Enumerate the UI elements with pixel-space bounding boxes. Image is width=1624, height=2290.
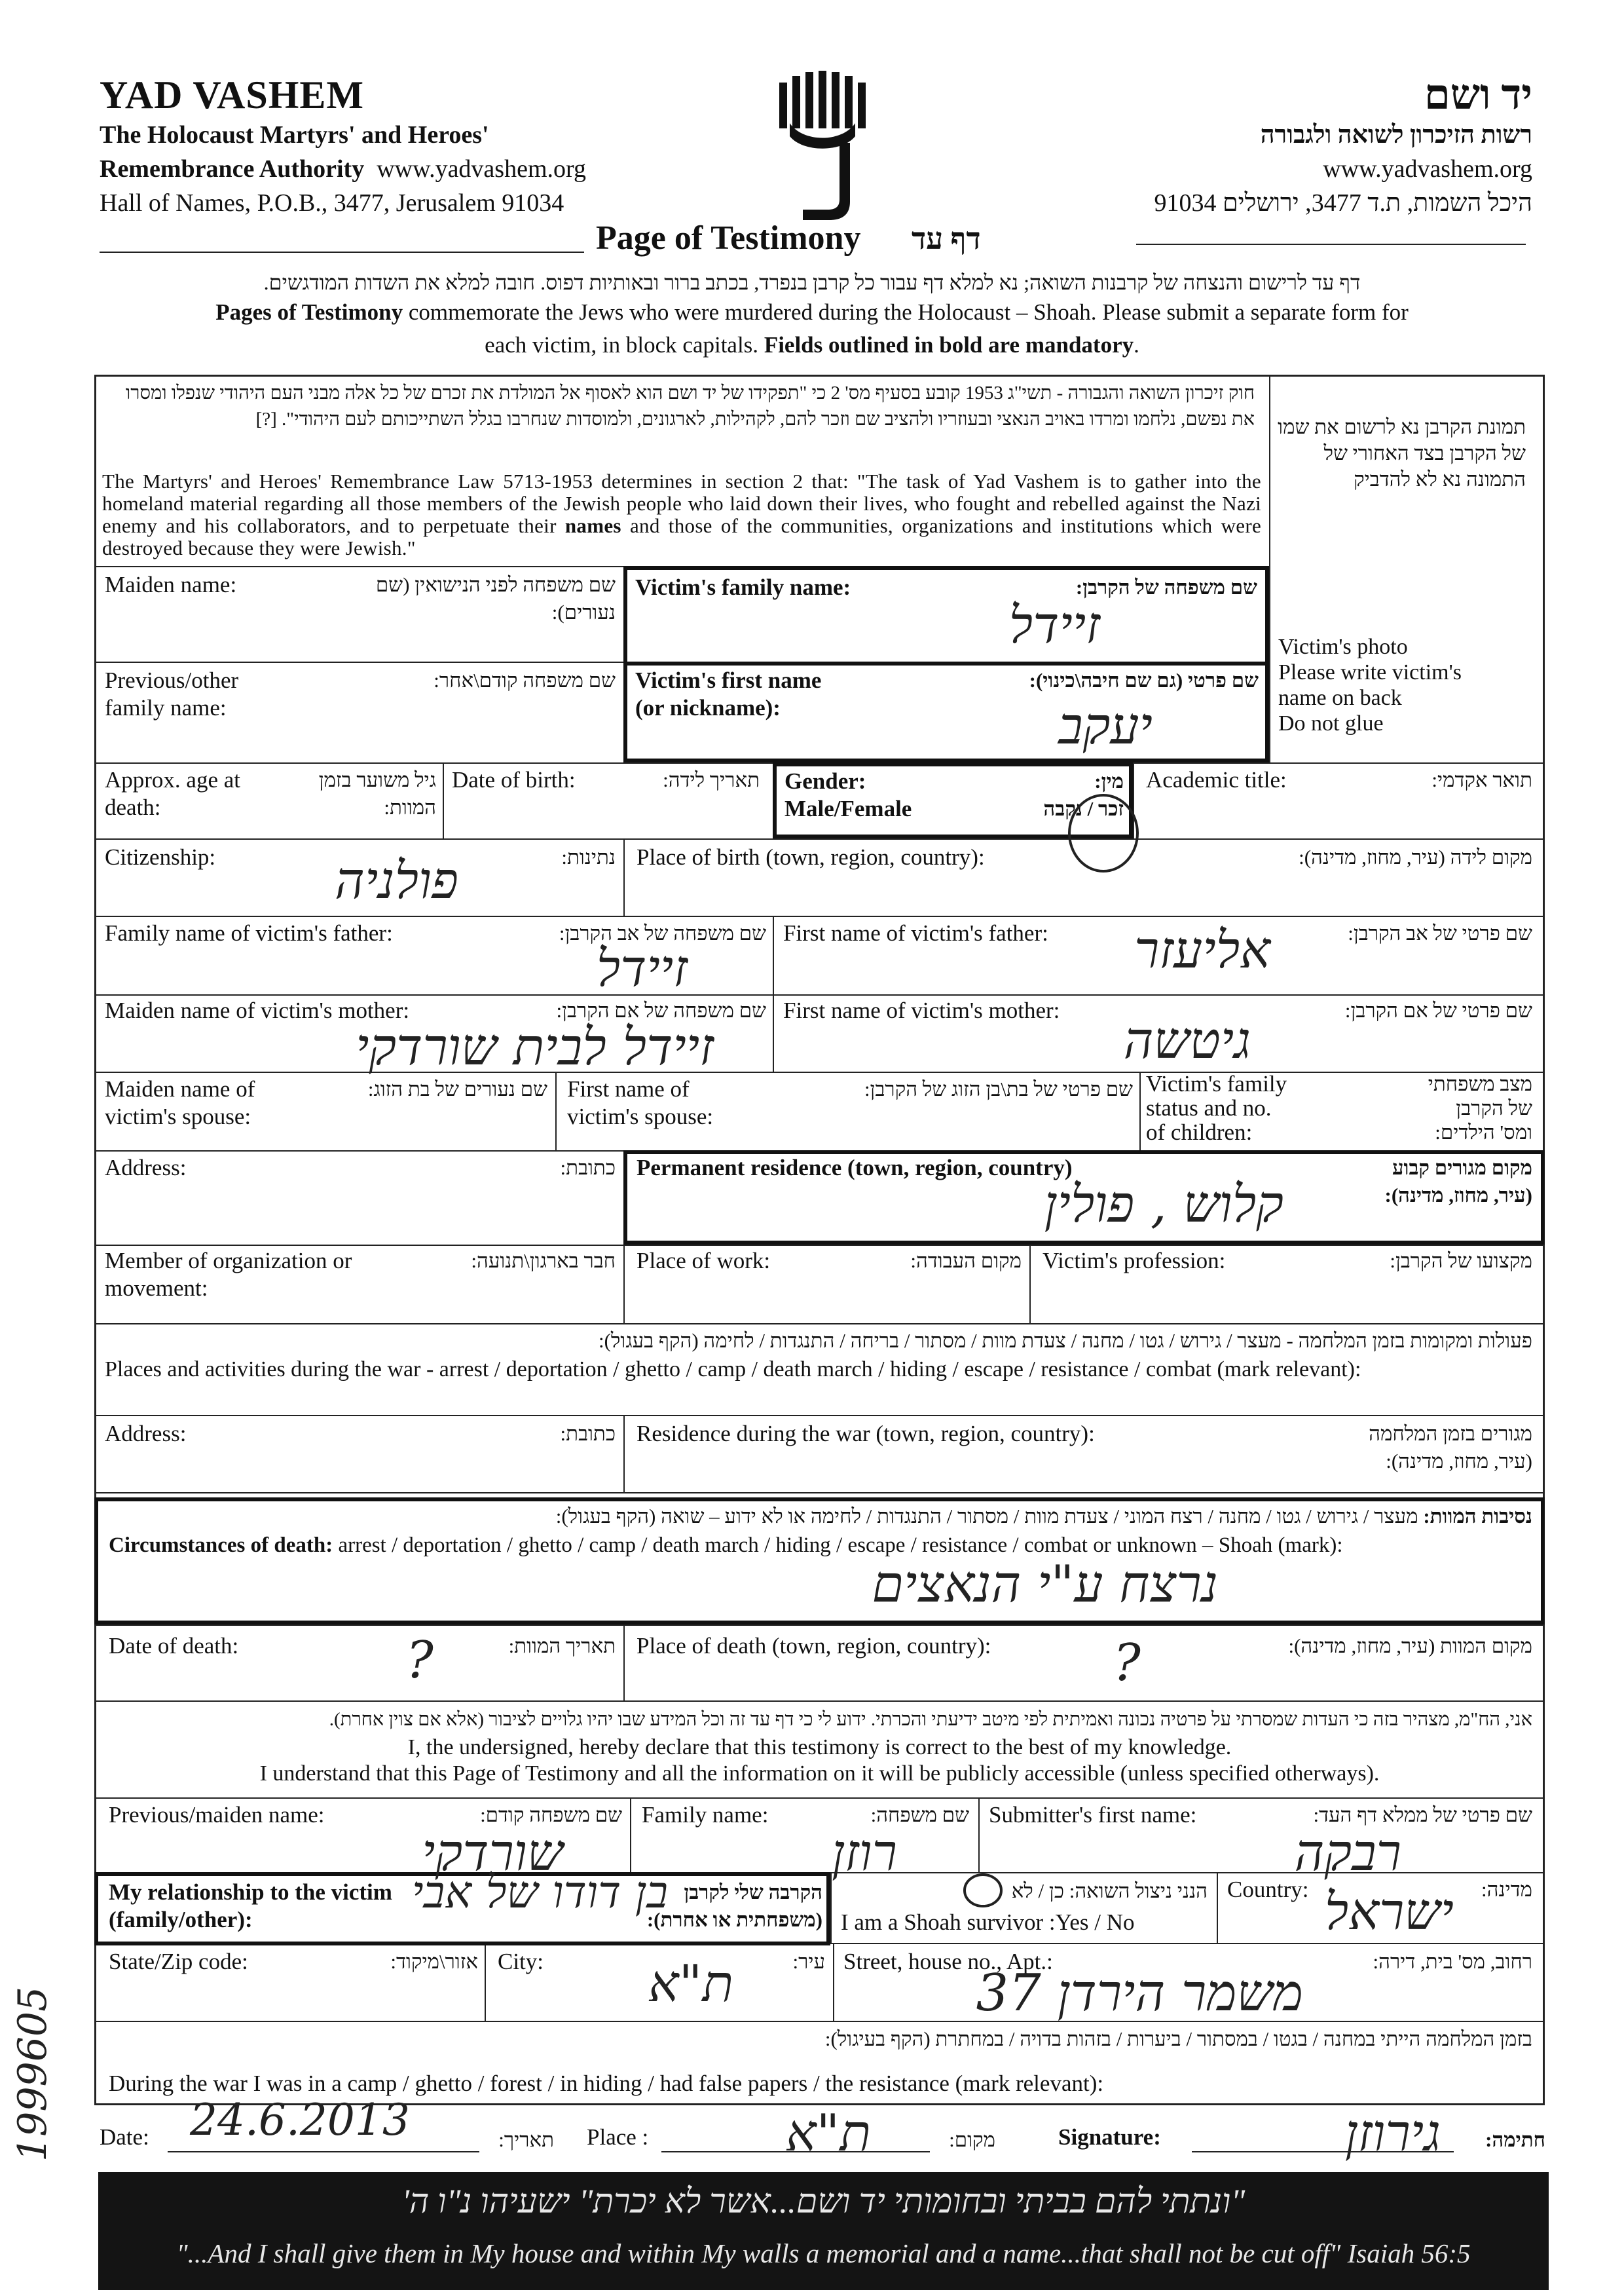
mother-maiden-label-he: שם משפחה של אם הקרבן: xyxy=(556,999,766,1022)
yad-vashem-logo xyxy=(777,71,868,221)
intro-bold-end: Fields outlined in bold are mandatory xyxy=(764,332,1134,358)
photo-en2: Please write victim's xyxy=(1278,660,1462,685)
header-rule-right xyxy=(1136,244,1526,245)
circumstances-label-he: נסיבות המוות: מעצר / גירוש / גטו / מחנה / רצח המוני / צעדת מוות / מסתור / התנגדות / לחימה או לא ידוע – שואה (הקף בעגול): xyxy=(555,1505,1532,1528)
maiden-name-label-he: שם משפחה לפני הנישואין (שם נעורים): xyxy=(375,573,616,624)
age-label: Approx. age at death: xyxy=(105,767,241,820)
intro-hebrew: דף עד לרישום והנצחה של קרבנות השואה; נא למלא דף עבור כל קרבן בנפרד, בכתב ברור ובאותיות דפוס. חובה למלא את השדות המודגשים. xyxy=(263,271,1361,294)
photo-divider xyxy=(1269,375,1270,762)
family-status-label: Victim's family status and no. of children: xyxy=(1146,1071,1287,1145)
father-family-label-he: שם משפחה של אב הקרבן: xyxy=(559,922,766,945)
margin-number: 1999605 xyxy=(10,1986,56,2162)
circumstances-label: Circumstances of death: arrest / deportation / ghetto / camp / death march / hiding / escape / resistance / combat or unknown – Shoah (mark): xyxy=(109,1533,1343,1557)
website-en: www.yadvashem.org xyxy=(377,155,586,183)
survivor-label-he: הנני ניצול השואה: כן / לא xyxy=(1011,1879,1208,1902)
signature-label-he: חתימה: xyxy=(1485,2128,1545,2151)
photo-en3: name on back xyxy=(1278,686,1402,710)
col-line xyxy=(623,1624,625,1700)
header-hebrew xyxy=(1074,72,1532,220)
family-name-label-he: שם משפחה של הקרבן: xyxy=(1075,576,1257,599)
submitter-previous-label: Previous/maiden name: xyxy=(109,1802,325,1828)
father-first-value[interactable]: אליעזר xyxy=(1134,921,1270,980)
war-address-label-he: כתובת: xyxy=(560,1422,616,1445)
first-name-label: Victim's first name (or nickname): xyxy=(635,667,822,721)
row-line xyxy=(94,1415,1545,1416)
yad-vashem-title: YAD VASHEM xyxy=(100,73,365,117)
photo-instructions-en xyxy=(1278,634,1540,736)
academic-title-label: Academic title: xyxy=(1146,767,1287,793)
submitter-war-label-he: בזמן המלחמה הייתי במחנה / בגטו / במסתור / ביערות / בזהות בדויה / במחתרת (הקף בעיגול): xyxy=(824,2027,1532,2050)
survivor-label: I am a Shoah survivor :Yes / No xyxy=(841,1909,1135,1935)
col-line xyxy=(833,1943,834,2021)
profession-label: Victim's profession: xyxy=(1043,1248,1226,1273)
zip-label-he: אזור\מיקוד: xyxy=(390,1950,478,1973)
spouse-first-label: First name of victim's spouse: xyxy=(567,1076,714,1129)
signature-value[interactable]: גירוזן xyxy=(1344,2104,1441,2163)
city-label-he: עיר: xyxy=(792,1950,825,1973)
profession-label-he: מקצועו של הקרבן: xyxy=(1390,1249,1532,1272)
row-line xyxy=(94,838,1545,840)
law-bold-names: names xyxy=(564,514,621,537)
declaration-he: אני, הח"מ, מצהיר בזה כי העדות שמסרתי על פרטיה נכונה ואמיתית לפי מיטב ידיעתי והכרתי. ידוע לי כי דף עד זה וכל המידע שבו יהיו גלויים לציבור (אלא אם צוין אחרת). xyxy=(329,1709,1532,1730)
citizenship-label: Citizenship: xyxy=(105,844,216,870)
address-label-he: כתובת: xyxy=(560,1156,616,1179)
previous-name-label: Previous/other family name: xyxy=(105,667,239,721)
street-label-he: רחוב, מס' בית, דירה: xyxy=(1373,1950,1532,1973)
street-label: Street, house no., Apt.: xyxy=(843,1949,1053,1974)
intro-line2: each victim, in block capitals. xyxy=(485,332,764,358)
row-line xyxy=(94,1492,1545,1493)
col-line xyxy=(978,1797,980,1872)
previous-name-label-he: שם משפחה קודם\אחר: xyxy=(434,669,616,692)
country-value[interactable]: ישראל xyxy=(1324,1883,1454,1942)
declaration-en: I, the undersigned, hereby declare that this testimony is correct to the best of my knowledge. I understand that this Page of Testimony and all the information on it will be publicly accessible (unless specified otherways). xyxy=(259,1735,1380,1786)
col-line xyxy=(443,762,444,838)
family-name-label: Victim's family name: xyxy=(635,574,851,600)
footer-verse-he: "ונתתי להם בביתי ובחומותי יד ושם...אשר לא יכרת" ישעיהו נ"ו ה' xyxy=(401,2183,1246,2221)
permanent-residence-label-he: מקום מגורים קבוע (עיר, מחוז, מדינה): xyxy=(1384,1156,1532,1207)
submitter-previous-value[interactable]: שורדקי xyxy=(422,1824,563,1883)
submitter-family-value[interactable]: רוזן xyxy=(832,1824,897,1883)
family-name-value[interactable]: זיידל xyxy=(1008,596,1100,655)
place-of-birth-label-he: מקום לידה (עיר, מחוז, מדינה): xyxy=(1299,846,1532,869)
yad-vashem-title-he: יד ושם xyxy=(1424,71,1532,118)
first-name-label-he: שם פרטי (גם שם חיבה\כינוי): xyxy=(1029,669,1259,692)
first-name-value[interactable]: יעקב xyxy=(1058,697,1153,756)
spouse-maiden-label-he: שם נעורים של בת הזוג: xyxy=(367,1078,547,1100)
col-line xyxy=(1139,1072,1141,1150)
place-of-work-label: Place of work: xyxy=(637,1248,771,1273)
row-line xyxy=(94,1624,1545,1626)
organization-label: Member of organization or movement: xyxy=(105,1248,352,1301)
citizenship-value[interactable]: פולניה xyxy=(335,852,458,910)
intro-line1: commemorate the Jews who were murdered during the Holocaust – Shoah. Please submit a separate form for xyxy=(403,299,1409,325)
father-first-label-he: שם פרטי של אב הקרבן: xyxy=(1348,922,1532,945)
date-of-death-label-he: תאריך המוות: xyxy=(508,1634,616,1657)
father-family-label: Family name of victim's father: xyxy=(105,920,393,946)
place-of-death-label-he: מקום המוות (עיר, מחוז, מדינה): xyxy=(1288,1634,1532,1657)
website-he: www.yadvashem.org xyxy=(1323,155,1532,183)
address-en: Hall of Names, P.O.B., 3477, Jerusalem 91034 xyxy=(100,189,564,217)
spouse-maiden-label: Maiden name of victim's spouse: xyxy=(105,1076,255,1129)
street-value[interactable]: משמר הירדן 37 xyxy=(976,1964,1303,2023)
gender-label-he: מין: זכר / נקבה xyxy=(1043,770,1124,820)
photo-en4: Do not glue xyxy=(1278,711,1384,736)
page-title-he: דף עד xyxy=(912,222,981,255)
signature-label: Signature: xyxy=(1058,2124,1161,2150)
address-he: היכל השמות, ת.ד 3477, ירושלים 91034 xyxy=(1154,189,1532,217)
relationship-value[interactable]: בן דודו של אבי xyxy=(411,1867,668,1919)
authority-line2: Remembrance Authority xyxy=(100,155,365,183)
age-label-he: גיל משוער בזמן המוות: xyxy=(318,768,436,819)
war-residence-label: Residence during the war (town, region, country): xyxy=(637,1421,1095,1446)
row-line xyxy=(94,1797,1545,1799)
mother-first-value[interactable]: גיטשה xyxy=(1123,1011,1251,1070)
date-label: Date: xyxy=(100,2124,149,2150)
law-part2: and those of the communities, organizations and institutions which were destroyed because they were Jewish." xyxy=(102,514,1261,559)
intro-bold-start: Pages of Testimony xyxy=(215,299,403,325)
header-english xyxy=(100,72,586,220)
col-line xyxy=(555,1072,557,1150)
authority-he: רשות הזיכרון לשואה ולגבורה xyxy=(1260,121,1532,149)
submitter-family-label: Family name: xyxy=(642,1802,769,1828)
row-line xyxy=(94,1245,1545,1246)
war-address-label: Address: xyxy=(105,1421,187,1446)
spouse-first-label-he: שם פרטי של בת\בן הזוג של הקרבן: xyxy=(864,1078,1133,1100)
row-line xyxy=(94,916,1545,917)
col-line xyxy=(1029,1245,1031,1323)
place-of-work-label-he: מקום העבודה: xyxy=(910,1249,1022,1272)
city-value[interactable]: ת"א xyxy=(648,1955,733,2014)
date-of-death-label: Date of death: xyxy=(109,1633,239,1659)
submitter-family-label-he: שם משפחה: xyxy=(870,1803,969,1826)
signature-line xyxy=(1192,2151,1454,2152)
mother-first-label: First name of victim's mother: xyxy=(783,998,1060,1023)
zip-label: State/Zip code: xyxy=(109,1949,248,1974)
dob-label-he: תאריך לידה: xyxy=(663,768,760,791)
permanent-residence-label: Permanent residence (town, region, country) xyxy=(637,1155,1073,1180)
war-residence-label-he: מגורים בזמן המלחמה (עיר, מחוז, מדינה): xyxy=(1369,1422,1532,1473)
place-label-he: מקום: xyxy=(949,2128,995,2151)
law-text-hebrew: חוק זיכרון השואה והגבורה - תשי"ג 1953 קובע בסעיף מס' 2 כי "תפקידו של יד ושם הוא לאסוף אל המולדת את זכרם של כל אלה מבני העם היהודי שנפלו ומסרו את נפשם, נלחמו ומרדו באויב הנאצי ובעוזריו ולהציב שם וזכר להם, לקהילות, לארגונים, ולמוסדות שנחרבו בגלל השתייכותם לעם היהודי". [?] xyxy=(125,383,1255,430)
submitter-first-value[interactable]: רבקה xyxy=(1294,1824,1401,1883)
mother-maiden-label: Maiden name of victim's mother: xyxy=(105,998,410,1023)
relationship-label: My relationship to the victim (family/other): xyxy=(109,1879,392,1932)
date-line xyxy=(168,2151,479,2152)
place-value[interactable]: ת"א xyxy=(785,2104,871,2163)
photo-en1: Victim's photo xyxy=(1278,635,1408,659)
law-text-english xyxy=(102,470,1261,559)
place-line xyxy=(661,2151,930,2152)
col-line xyxy=(773,916,774,1072)
row-line xyxy=(94,1700,1545,1702)
place-of-death-value[interactable]: ? xyxy=(1113,1634,1141,1693)
permanent-residence-value[interactable]: קלוש , פולין xyxy=(1044,1175,1283,1234)
survivor-no-circle[interactable] xyxy=(960,1871,1006,1910)
date-of-death-value[interactable]: ? xyxy=(406,1631,434,1690)
relationship-label-he: הקרבה שלי לקרבן (משפחתית או אחרת): xyxy=(646,1881,822,1931)
war-places-label-he: פעולות ומקומות בזמן המלחמה - מעצר / גירוש / גטו / מחנה / צעדת מוות / מסתור / בריחה / התנגדות / לחימה (הקף בעגול): xyxy=(599,1329,1532,1352)
row-line xyxy=(94,994,1545,996)
col-line xyxy=(485,1943,486,2021)
col-line xyxy=(1217,1872,1218,1943)
submitter-previous-label-he: שם משפחה קודם: xyxy=(480,1803,622,1826)
circumstances-value[interactable]: נרצח ע"י הנאצים xyxy=(872,1555,1218,1614)
city-label: City: xyxy=(498,1949,544,1974)
father-family-value[interactable]: זיידל xyxy=(596,939,688,998)
col-line xyxy=(830,1872,832,1943)
row-line xyxy=(94,2021,1545,2022)
family-status-label-he: מצב משפחתי של הקרבן ומס' הילדים: xyxy=(1428,1072,1532,1144)
submitter-first-label-he: שם פרטי של ממלא דף העד: xyxy=(1313,1803,1532,1826)
col-line xyxy=(630,1797,631,1872)
mother-maiden-value[interactable]: זיידל לבית שורדקי xyxy=(355,1018,714,1077)
gender-label: Gender: Male/Female xyxy=(784,768,912,821)
intro-english xyxy=(98,296,1526,362)
gender-male-circle[interactable] xyxy=(1061,781,1146,879)
place-label: Place : xyxy=(587,2124,649,2150)
footer-verse-band xyxy=(98,2172,1549,2290)
row-line xyxy=(94,1323,1545,1324)
photo-instructions-he: תמונת הקרבן נא לרשום את שמו של הקרבן בצד האחורי של התמונה נא לא להדביק xyxy=(1278,415,1526,491)
intro-period: . xyxy=(1134,332,1139,358)
submitter-first-label: Submitter's first name: xyxy=(989,1802,1197,1828)
submitter-war-label: During the war I was in a camp / ghetto / forest / in hiding / had false papers / the resistance (mark relevant): xyxy=(109,2071,1104,2096)
mother-first-label-he: שם פרטי של אם הקרבן: xyxy=(1344,999,1532,1022)
war-places-label: Places and activities during the war - arrest / deportation / ghetto / camp / death march / hiding / escape / resistance / combat (mark relevant): xyxy=(105,1357,1361,1381)
date-label-he: תאריך: xyxy=(498,2128,554,2151)
page-title: Page of Testimony xyxy=(596,219,861,257)
country-label-he: מדינה: xyxy=(1481,1878,1532,1901)
maiden-name-label: Maiden name: xyxy=(105,572,237,597)
father-first-label: First name of victim's father: xyxy=(783,920,1048,946)
col-line xyxy=(623,838,625,916)
place-of-death-label: Place of death (town, region, country): xyxy=(637,1633,991,1659)
organization-label-he: חבר בארגון\תנועה: xyxy=(471,1249,616,1272)
header-rule-left xyxy=(100,252,584,253)
footer-verse-en: "...And I shall give them in My house and within My walls a memorial and a name...that shall not be cut off" Isaiah 56:5 xyxy=(176,2238,1471,2268)
col-line xyxy=(623,1415,625,1492)
dob-label: Date of birth: xyxy=(452,767,576,793)
law-part1: The Martyrs' and Heroes' Remembrance Law 5713-1953 determines in section 2 that: "The task of Yad Vashem is to gather into the homeland material regarding all those members of the Jewish people who laid down their lives, who fought and rebelled against the Nazi enemy and his collaborators, and to perpetuate their xyxy=(102,470,1261,537)
academic-title-label-he: תואר אקדמי: xyxy=(1431,768,1532,791)
authority-line1: The Holocaust Martyrs' and Heroes' xyxy=(100,121,489,149)
address-label: Address: xyxy=(105,1155,187,1180)
place-of-birth-label: Place of birth (town, region, country): xyxy=(637,844,985,870)
citizenship-label-he: נתינות: xyxy=(561,846,616,869)
date-value[interactable]: 24.6.2013 xyxy=(190,2095,410,2145)
country-label: Country: xyxy=(1227,1877,1309,1902)
